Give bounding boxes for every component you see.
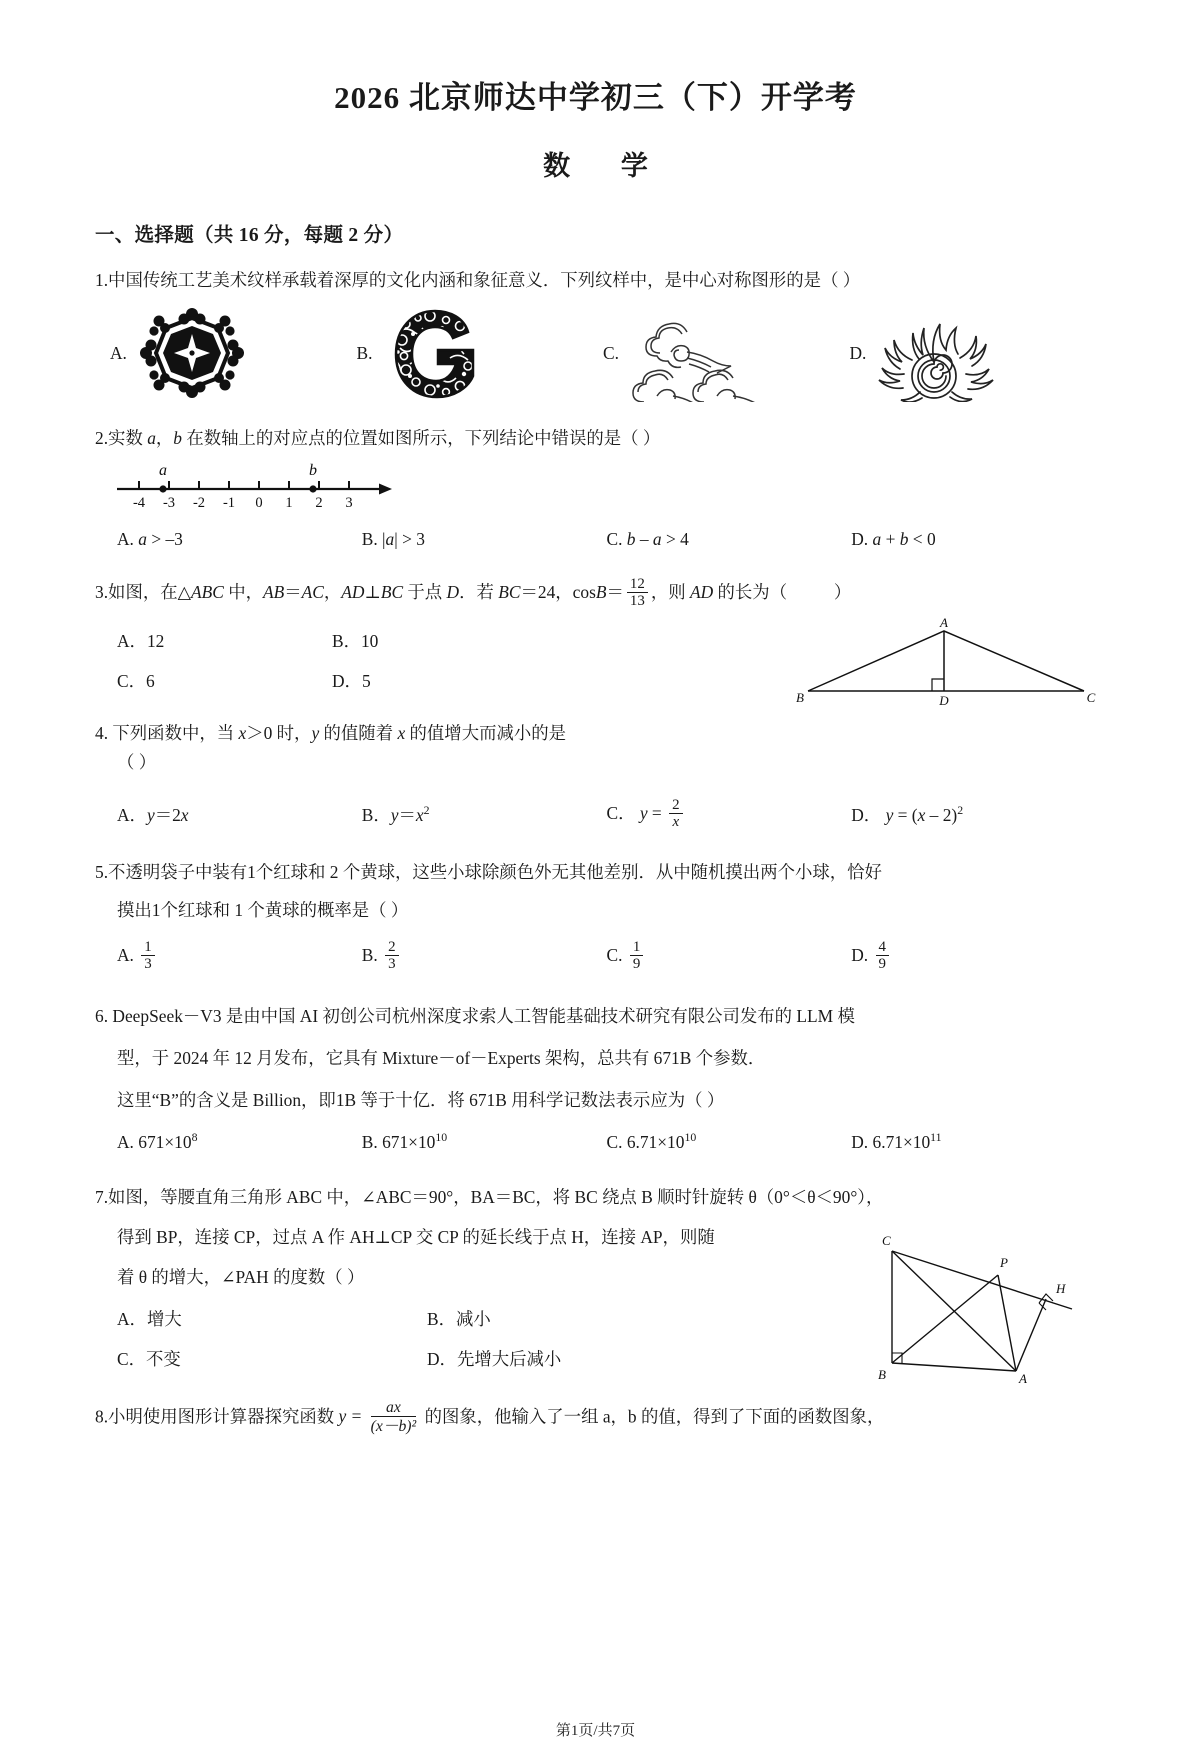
option-d[interactable]: D．先增大后减小 bbox=[427, 1349, 562, 1370]
option-c[interactable]: C. $6.71\times 10^{10}$ bbox=[606, 1130, 697, 1153]
question-4 bbox=[95, 719, 1096, 831]
svg-text:A: A bbox=[940, 617, 948, 631]
svg-text:-2: -2 bbox=[192, 494, 206, 511]
svg-text:B: B bbox=[796, 690, 804, 706]
question-5-options bbox=[95, 940, 1096, 974]
svg-text:P: P bbox=[1000, 1254, 1008, 1270]
question-7-options-row1 bbox=[95, 1305, 737, 1333]
flame-pattern-icon bbox=[874, 304, 994, 402]
option-c[interactable]: C．6 bbox=[117, 671, 155, 692]
option-a[interactable]: A．12 bbox=[117, 630, 165, 651]
svg-text:H: H bbox=[1056, 1280, 1066, 1296]
option-b[interactable]: B．减小 bbox=[427, 1309, 491, 1330]
option-c-label: C. bbox=[603, 343, 619, 364]
svg-text:B: B bbox=[878, 1366, 886, 1382]
svg-text:1: 1 bbox=[285, 494, 293, 511]
option-c[interactable]: C. b – a > 4 bbox=[606, 528, 689, 549]
auspicious-cloud-pattern-icon bbox=[627, 304, 777, 402]
question-2-options bbox=[95, 525, 1096, 553]
question-6 bbox=[95, 1002, 1096, 1157]
option-a[interactable]: A. $\frac{1}{3}$ bbox=[117, 940, 362, 974]
isosceles-triangle-figure bbox=[796, 617, 1096, 720]
svg-text:D: D bbox=[939, 693, 949, 709]
question-6-text-line3: 这里“B”的含义是 Billion，即1B 等于十亿．将 671B 用科学记数法表示应为（ ） bbox=[117, 1090, 725, 1111]
option-a[interactable]: A. a > –3 bbox=[117, 528, 183, 549]
svg-text:-1: -1 bbox=[222, 494, 236, 511]
question-7-text-line1: 7.如图，等腰直角三角形 ABC 中，∠ABC＝90°，BA＝BC，将 BC 绕点 B 顺时针旋转 θ（0°＜θ＜90°）， bbox=[95, 1186, 884, 1207]
question-4-text: 4. 下列函数中，当 x＞0 时，y 的值随着 x 的值增大而减小的是 bbox=[95, 723, 567, 744]
option-b[interactable]: B．$y=x^2$ bbox=[361, 802, 430, 825]
option-d[interactable] bbox=[850, 304, 1097, 402]
svg-text:3: 3 bbox=[345, 494, 353, 511]
option-c[interactable]: C. $\frac{1}{9}$ bbox=[607, 940, 852, 974]
page-footer: 第1页/共7页 bbox=[555, 1723, 636, 1739]
question-5-text-line2: 摸出1个红球和 1 个黄球的概率是（ ） bbox=[117, 899, 409, 920]
question-6-text-line1: 6. DeepSeek－V3 是由中国 AI 初创公司杭州深度求索人工智能基础技术研究有限公司发布的 LLM 模 bbox=[95, 1005, 855, 1026]
question-6-text-line2: 型，于 2024 年 12 月发布，它具有 Mixture－of－Experts 架构，总共有 671B 个参数． bbox=[117, 1048, 766, 1069]
octagonal-rosette-pattern-icon bbox=[135, 304, 250, 402]
question-8 bbox=[95, 1400, 1096, 1437]
option-d[interactable]: D. $6.71\times 10^{11}$ bbox=[851, 1130, 942, 1153]
svg-text:0: 0 bbox=[255, 494, 263, 511]
question-7-options-row2 bbox=[95, 1345, 737, 1373]
question-3-text: 3.如图，在△ABC 中，AB＝AC，AD⊥BC 于点 D．若 BC＝24，cosB＝ $\frac{12}{13}$ ，则 AD 的长为（ ） bbox=[95, 576, 852, 610]
question-5 bbox=[95, 858, 1096, 974]
question-7 bbox=[95, 1183, 1096, 1386]
question-3 bbox=[95, 576, 1096, 709]
option-d[interactable]: D. a + b < 0 bbox=[851, 528, 936, 549]
option-b[interactable] bbox=[357, 304, 604, 402]
option-b[interactable]: B. $\frac{2}{3}$ bbox=[362, 940, 607, 974]
svg-text:A: A bbox=[1019, 1370, 1027, 1386]
question-4-paren: （ ） bbox=[117, 751, 157, 772]
question-7-text-line2: 得到 BP，连接 CP，过点 A 作 AH⊥CP 交 CP 的延长线于点 H，连接 AP，则随 bbox=[117, 1226, 715, 1247]
question-1-options bbox=[95, 304, 1096, 402]
section-heading: 一、选择题（共 16 分，每题 2 分） bbox=[95, 225, 404, 247]
option-b-label: B. bbox=[356, 343, 373, 364]
svg-text:-4: -4 bbox=[132, 494, 146, 511]
number-line-figure bbox=[95, 457, 1096, 523]
question-2-text: 2.实数 a，b 在数轴上的对应点的位置如图所示，下列结论中错误的是（ ） bbox=[95, 428, 661, 449]
option-d[interactable]: D． y = (x – 2)$^2$ bbox=[851, 802, 964, 825]
page-title: 2026 北京师达中学初三（下）开学考 bbox=[334, 80, 857, 115]
question-8-text: 8.小明使用图形计算器探究函数 y = $\frac{ax}{\text{(x－b)²}}$ 的图象，他输入了一组 a，b 的值，得到了下面的函数图象， bbox=[95, 1398, 885, 1436]
option-a[interactable] bbox=[110, 304, 357, 402]
option-b[interactable]: B. |a| > 3 bbox=[361, 528, 425, 549]
option-c[interactable] bbox=[603, 304, 850, 402]
option-b[interactable]: B. $671\times 10^{10}$ bbox=[361, 1130, 448, 1153]
svg-text:-3: -3 bbox=[162, 494, 176, 511]
option-a[interactable]: A．y＝2x bbox=[117, 804, 189, 825]
option-d[interactable]: D. $\frac{4}{9}$ bbox=[851, 940, 1096, 974]
question-5-text-line1: 5.不透明袋子中装有1个红球和 2 个黄球，这些小球除颜色外无其他差别．从中随机摸出两个小球，恰好 bbox=[95, 861, 882, 882]
svg-text:2: 2 bbox=[315, 494, 323, 511]
option-a-label: A. bbox=[110, 343, 127, 364]
rotated-triangle-figure bbox=[876, 1231, 1086, 1394]
question-7-text-line3: 着 θ 的增大，∠PAH 的度数（ ） bbox=[117, 1267, 365, 1288]
svg-text:a: a bbox=[159, 461, 167, 479]
option-d-label: D. bbox=[849, 343, 867, 364]
question-1 bbox=[95, 266, 1096, 402]
option-b[interactable]: B．10 bbox=[332, 630, 379, 651]
option-a[interactable]: A. $671\times 10^8$ bbox=[117, 1130, 198, 1153]
question-6-options bbox=[95, 1128, 1096, 1156]
exam-page bbox=[0, 78, 1191, 1762]
question-1-text: 1.中国传统工艺美术纹样承载着深厚的文化内涵和象征意义．下列纹样中，是中心对称图形的是（ ） bbox=[95, 270, 861, 291]
svg-text:C: C bbox=[882, 1232, 891, 1248]
question-4-options bbox=[95, 798, 1096, 832]
decorated-letter-g-pattern-icon bbox=[380, 304, 495, 402]
option-c[interactable]: C．不变 bbox=[117, 1349, 181, 1370]
option-a[interactable]: A．增大 bbox=[117, 1309, 182, 1330]
option-d[interactable]: D．5 bbox=[332, 671, 371, 692]
question-2 bbox=[95, 424, 1096, 553]
svg-text:C: C bbox=[1086, 690, 1096, 706]
svg-text:b: b bbox=[309, 461, 317, 479]
subject-title: 数 学 bbox=[543, 151, 670, 182]
option-c[interactable]: C． y = $\frac{2}{x}$ bbox=[607, 798, 852, 832]
